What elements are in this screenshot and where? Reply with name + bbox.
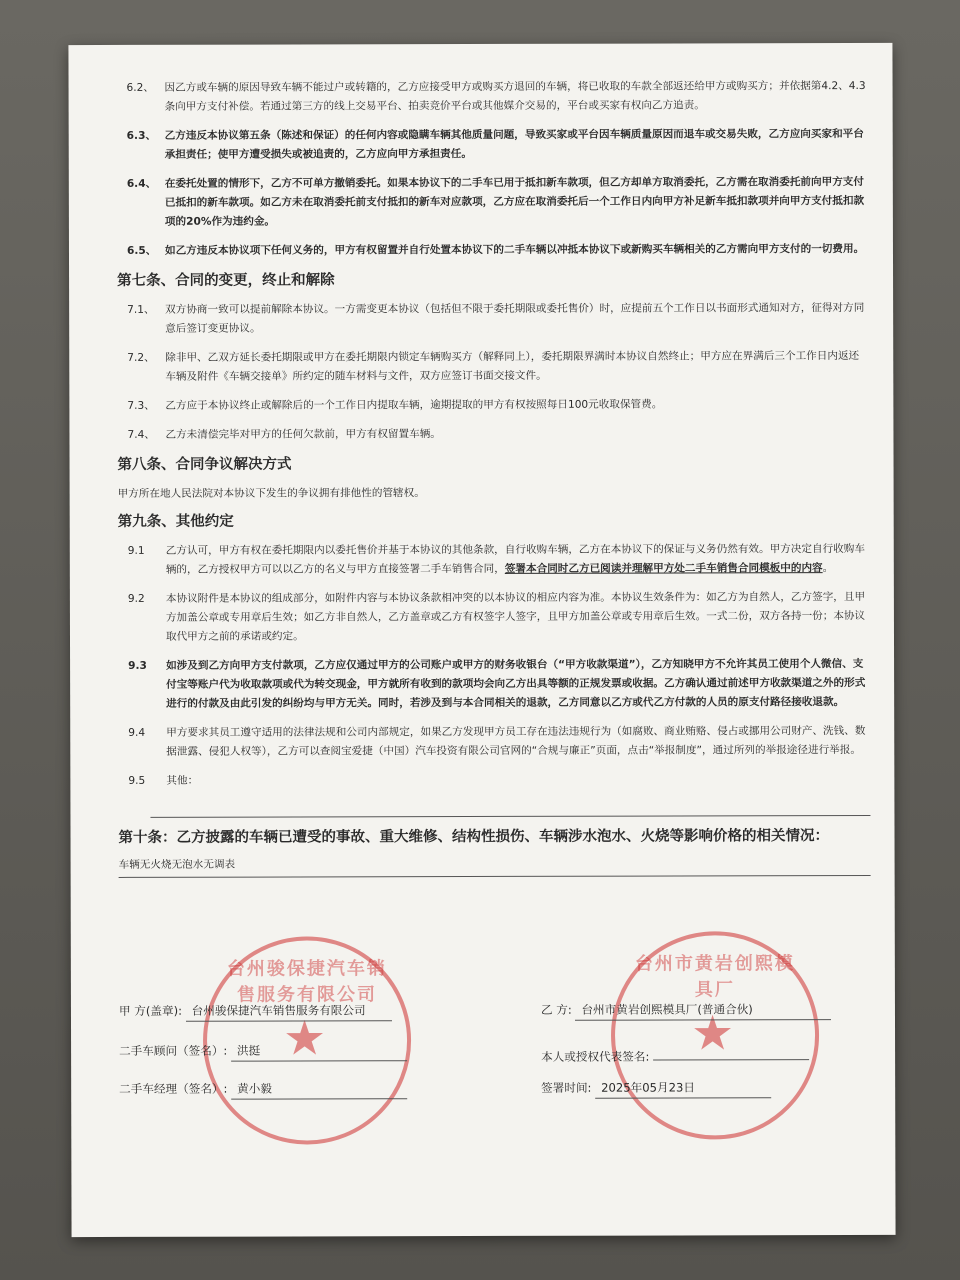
clause-number: 7.2、 (127, 351, 155, 364)
section-8-text: 甲方所在地人民法院对本协议下发生的争议拥有排他性的管辖权。 (117, 487, 425, 500)
clause-emphasis: 签署本合同时乙方已阅读并理解甲方处二手车销售合同模板中的内容 (504, 562, 823, 575)
clause-text: 因乙方或车辆的原因导致车辆不能过户或转籍的，乙方应接受甲方或购买方退回的车辆，将已收取的车款全部返还给甲方或购买方；并依据第4.2、4.3条向甲方支付补偿。若通过第三方的线上交易平台、拍卖竞价平台或其他媒介交易的，平台或买家有权向乙方追责。 (164, 79, 866, 113)
document-content (117, 77, 871, 888)
clause-text: 除非甲、乙双方延长委托期限或甲方在委托期限内锁定车辆购买方（解释同上），委托期限界满时本协议自然终止；甲方应在界满后三个工作日内返还车辆及附件《车辆交接单》所约定的随车材料与文件，双方应签订书面交接文件。 (165, 350, 860, 383)
clause-7-3 (117, 395, 869, 416)
clause-text: 乙方应于本协议终止或解除后的一个工作日内提取车辆，逾期提取的甲方有权按照每日100元收取保管费。 (165, 398, 663, 412)
section-8-title: 第八条、合同争议解决方式 (117, 456, 292, 473)
section-10-disclosure: 车辆无火烧无泡水无调表 (119, 854, 871, 878)
clause-6-4 (117, 173, 869, 232)
party-b-name: 台州市黄岩创熙模具厂(普通合伙) (575, 999, 831, 1021)
representative-row (541, 1039, 809, 1067)
party-b-row (541, 999, 832, 1021)
clause-text: 如涉及到乙方向甲方支付款项，乙方应仅通过甲方的公司账户或甲方的财务收银台（“甲方收款渠道”），乙方知晓甲方不允许其员工使用个人微信、支付宝等账户代为收取款项或代为转交现金，甲方就所有收到的款项均会向乙方出具等额的正规发票或收据。乙方确认通过前述甲方收款渠道之外的形式进行的付款及由此引发的纠纷均与甲方无关。同时，若涉及到与本合同相关的退款，乙方同意以乙方或代乙方付款的人员的原支付路径接收退款。 (166, 658, 866, 710)
section-10-title: 第十条：乙方披露的车辆已遭受的事故、重大维修、结构性损伤、车辆涉水泡水、火烧等影响价格的相关情况： (118, 828, 830, 846)
advisor-row (119, 1040, 407, 1062)
clause-number: 6.4、 (126, 177, 157, 190)
signing-date: 2025年05月23日 (595, 1077, 771, 1098)
clause-text: 如乙方违反本协议项下任何义务的，甲方有权留置并自行处置本协议下的二手车辆以冲抵本协议下或新购买车辆相关的乙方需向甲方支付的一切费用。 (164, 242, 865, 257)
party-a-row (119, 1000, 392, 1022)
clause-text: 双方协商一致可以提前解除本协议。一方需变更本协议（包括但不限于委托期限或委托售价）时，应提前五个工作日以书面形式通知对方，征得对方同意后签订变更协议。 (165, 301, 865, 335)
date-label: 签署时间: (541, 1080, 592, 1095)
section-7-title: 第七条、合同的变更，终止和解除 (117, 272, 335, 289)
advisor-signature: 洪挺 (231, 1040, 407, 1061)
clause-text: 乙方未清偿完毕对甲方的任何欠款前，甲方有权留置车辆。 (165, 428, 441, 441)
clause-9-3 (118, 655, 870, 714)
seal-text: 台州市黄岩创熙模具厂 (634, 953, 795, 1001)
other-terms-blank-line (150, 795, 870, 818)
seal-star-icon: ★ (282, 1010, 327, 1067)
section-9-title: 第九条、其他约定 (117, 513, 234, 530)
clause-number: 7.3、 (127, 399, 155, 412)
clause-number: 6.5、 (126, 244, 157, 257)
clause-text: 乙方违反本协议第五条（陈述和保证）的任何内容或隐瞒车辆其他质量问题，导致买家或平台因车辆质量原因而退车或交易失败，乙方应向买家和平台承担责任；使甲方遭受损失或被追责的，乙方应向甲方承担责任。 (164, 127, 864, 161)
clause-number: 7.4、 (127, 428, 155, 441)
clause-text: 在委托处置的情形下，乙方不可单方撤销委托。如果本协议下的二手车已用于抵扣新车款项，但乙方却单方取消委托，乙方需在取消委托前向甲方支付已抵扣的新车款项。如乙方未在取消委托前支付抵扣的新车对应款项，乙方应在取消委托后一个工作日内向甲方补足新车抵扣款项并向甲方支付抵扣款项的20%作为违约金。 (164, 175, 865, 228)
clause-9-2 (118, 588, 870, 647)
party-a-name: 台州骏保捷汽车销售服务有限公司 (186, 1000, 392, 1022)
manager-row (119, 1078, 407, 1100)
manager-label: 二手车经理（签名）: (119, 1081, 228, 1096)
clause-number: 9.4 (128, 726, 146, 739)
clause-number: 6.2、 (126, 81, 155, 94)
clause-9-5 (118, 770, 870, 791)
clause-9-4 (118, 722, 870, 762)
manager-signature: 黄小毅 (231, 1078, 407, 1099)
clause-9-1 (118, 540, 870, 580)
clause-number: 9.5 (128, 774, 146, 787)
clause-6-5 (117, 240, 869, 261)
date-row (541, 1077, 771, 1099)
seal-text: 台州骏保捷汽车销售服务有限公司 (226, 958, 387, 1006)
clause-7-4 (117, 424, 869, 445)
clause-text: 其他： (166, 774, 199, 787)
seal-star-icon: ★ (690, 1005, 735, 1062)
clause-number: 6.3、 (126, 129, 157, 142)
clause-6-2 (117, 77, 869, 117)
document-page (68, 43, 895, 1237)
clause-number: 7.1、 (127, 303, 155, 316)
clauses-section-six (117, 77, 869, 261)
party-b-label: 乙 方: (540, 1002, 572, 1017)
clause-number: 9.1 (127, 544, 145, 557)
clause-text: 本协议附件是本协议的组成部分，如附件内容与本协议条款相冲突的以本协议的相应内容为准。本协议生效条件为：如乙方为自然人，乙方签字，且甲方加盖公章或专用章后生效；如乙方非自然人，乙方盖章或乙方有权签字人签字，且甲方加盖公章或专用章后生效。一式二份，双方各持一份；本协议取代甲方之前的承诺或约定。 (165, 590, 866, 643)
clause-7-2 (117, 347, 869, 387)
clause-text: 甲方要求其员工遵守适用的法律法规和公司内部规定，如果乙方发现甲方员工存在违法违规行为（如腐败、商业贿赂、侵占或挪用公司财产、洗钱、数据泄露、侵犯人权等），乙方可以查阅宝爱捷（中国）汽车投资有限公司官网的“合规与廉正”页面，点击“举报制度”，通过所列的举报途径进行举报。 (166, 724, 866, 758)
clause-number: 9.2 (127, 592, 145, 605)
company-seal-party-b (611, 931, 820, 1140)
clause-6-3 (117, 125, 869, 165)
clause-text: 乙方认可，甲方有权在委托期限内以委托售价并基于本协议的其他条款，自行收购车辆，乙方在本协议下的保证与义务仍然有效。甲方决定自行收购车辆的，乙方授权甲方可以以乙方的名义与甲方直接签署二手车销售合同， (165, 542, 865, 576)
representative-signature (653, 1039, 809, 1060)
clause-text-end: 。 (822, 562, 834, 575)
party-a-label: 甲 方(盖章): (118, 1003, 183, 1018)
advisor-label: 二手车顾问（签名）: (119, 1043, 228, 1058)
representative-label: 本人或授权代表签名: (541, 1049, 650, 1064)
clause-number: 9.3 (128, 659, 147, 672)
clause-7-1 (117, 299, 869, 339)
